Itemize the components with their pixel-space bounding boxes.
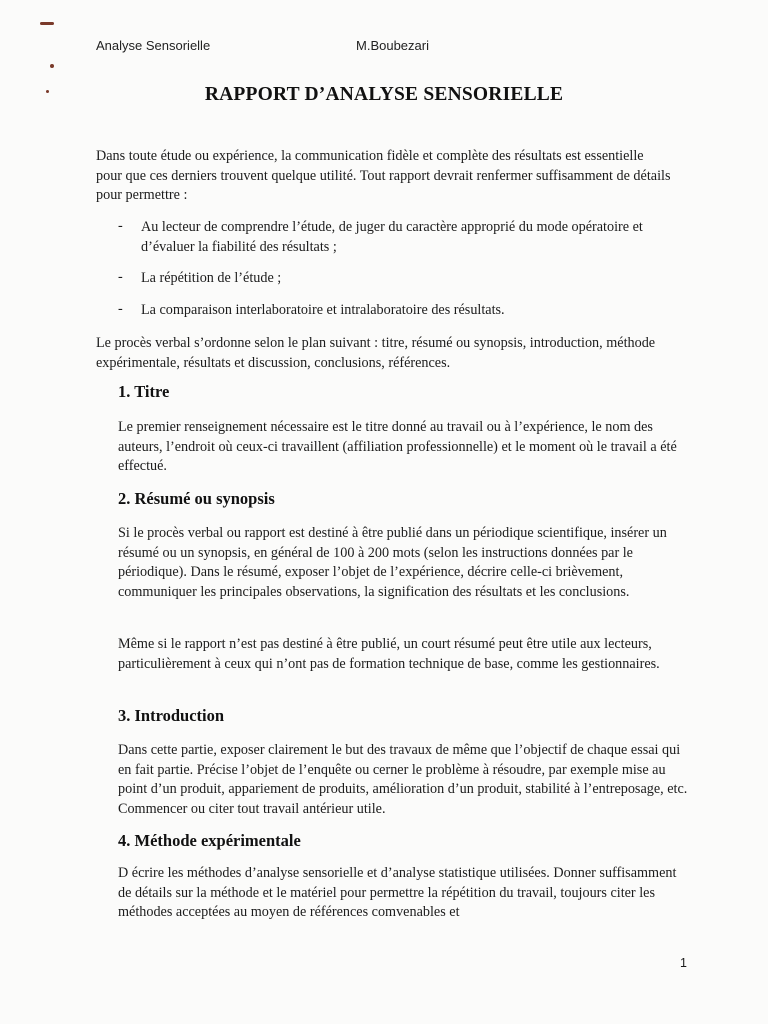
section-heading-methode: 4. Méthode expérimentale	[118, 831, 301, 850]
section-paragraph: Dans cette partie, exposer clairement le but des travaux de même que l’objectif de chaque essai qui en fait partie. Précise l’objet de l’enquête ou cerner le problème à résoudre, par exemple mise au point d’un produit, appariement de produits, amélioration d’un produit, stabilité à l’entreposage, etc. Commencer ou citer tout travail antérieur utile.	[118, 742, 688, 817]
section-paragraph: Le premier renseignement nécessaire est le titre donné au travail ou à l’expérience, le nom des auteurs, l’endroit où ceux-ci travaillent (affiliation professionnelle) et le moment où le travail a été effectué.	[118, 419, 677, 474]
bullet-item: La répétition de l’étude ;	[141, 270, 282, 286]
bullet-item: Au lecteur de comprendre l’étude, de juger du caractère approprié du mode opératoire et d’évaluer la fiabilité des résultats ;	[141, 219, 643, 255]
scan-speck	[50, 64, 54, 68]
bullet-item: La comparaison interlaboratoire et intralaboratoire des résultats.	[141, 302, 505, 318]
page-number: 1	[680, 956, 687, 970]
header-author: M.Boubezari	[356, 38, 429, 53]
intro-paragraph: Dans toute étude ou expérience, la communication fidèle et complète des résultats est essentielle pour que ces derniers trouvent quelque utilité. Tout rapport devrait renfermer suffisamment de détails pour permettre :	[96, 148, 671, 203]
section-paragraph: D écrire les méthodes d’analyse sensorielle et d’analyse statistique utilisées. Donner suffisamment de détails sur la méthode et le matériel pour permettre la répétition du travail, toujours citer les méthodes acceptées au moyen de références comvenables et	[118, 865, 677, 920]
scan-speck	[40, 22, 54, 25]
plan-paragraph: Le procès verbal s’ordonne selon le plan suivant : titre, résumé ou synopsis, introduction, méthode expérimentale, résultats et discussion, conclusions, références.	[96, 335, 656, 371]
section-paragraph: Même si le rapport n’est pas destiné à être publié, un court résumé peut être utile aux lecteurs, particulièrement à ceux qui n’ont pas de formation technique de base, comme les gestionnaires.	[118, 636, 660, 672]
header-course: Analyse Sensorielle	[96, 38, 211, 53]
bullet-dash: -	[118, 301, 123, 317]
section-heading-resume: 2. Résumé ou synopsis	[118, 489, 275, 508]
document-title: RAPPORT D’ANALYSE SENSORIELLE	[204, 84, 564, 105]
bullet-dash: -	[118, 269, 123, 285]
bullet-dash: -	[118, 218, 123, 234]
section-paragraph: Si le procès verbal ou rapport est destiné à être publié dans un périodique scientifique, insérer un résumé ou un synopsis, en général de 100 à 200 mots (selon les instructions données par le périodique). Dans le résumé, exposer l’objet de l’expérience, décrire celle-ci brièvement, communiquer les principales observations, la signification des résultats et les conclusions.	[118, 525, 667, 600]
section-heading-titre: 1. Titre	[118, 382, 170, 401]
section-heading-introduction: 3. Introduction	[118, 706, 225, 725]
